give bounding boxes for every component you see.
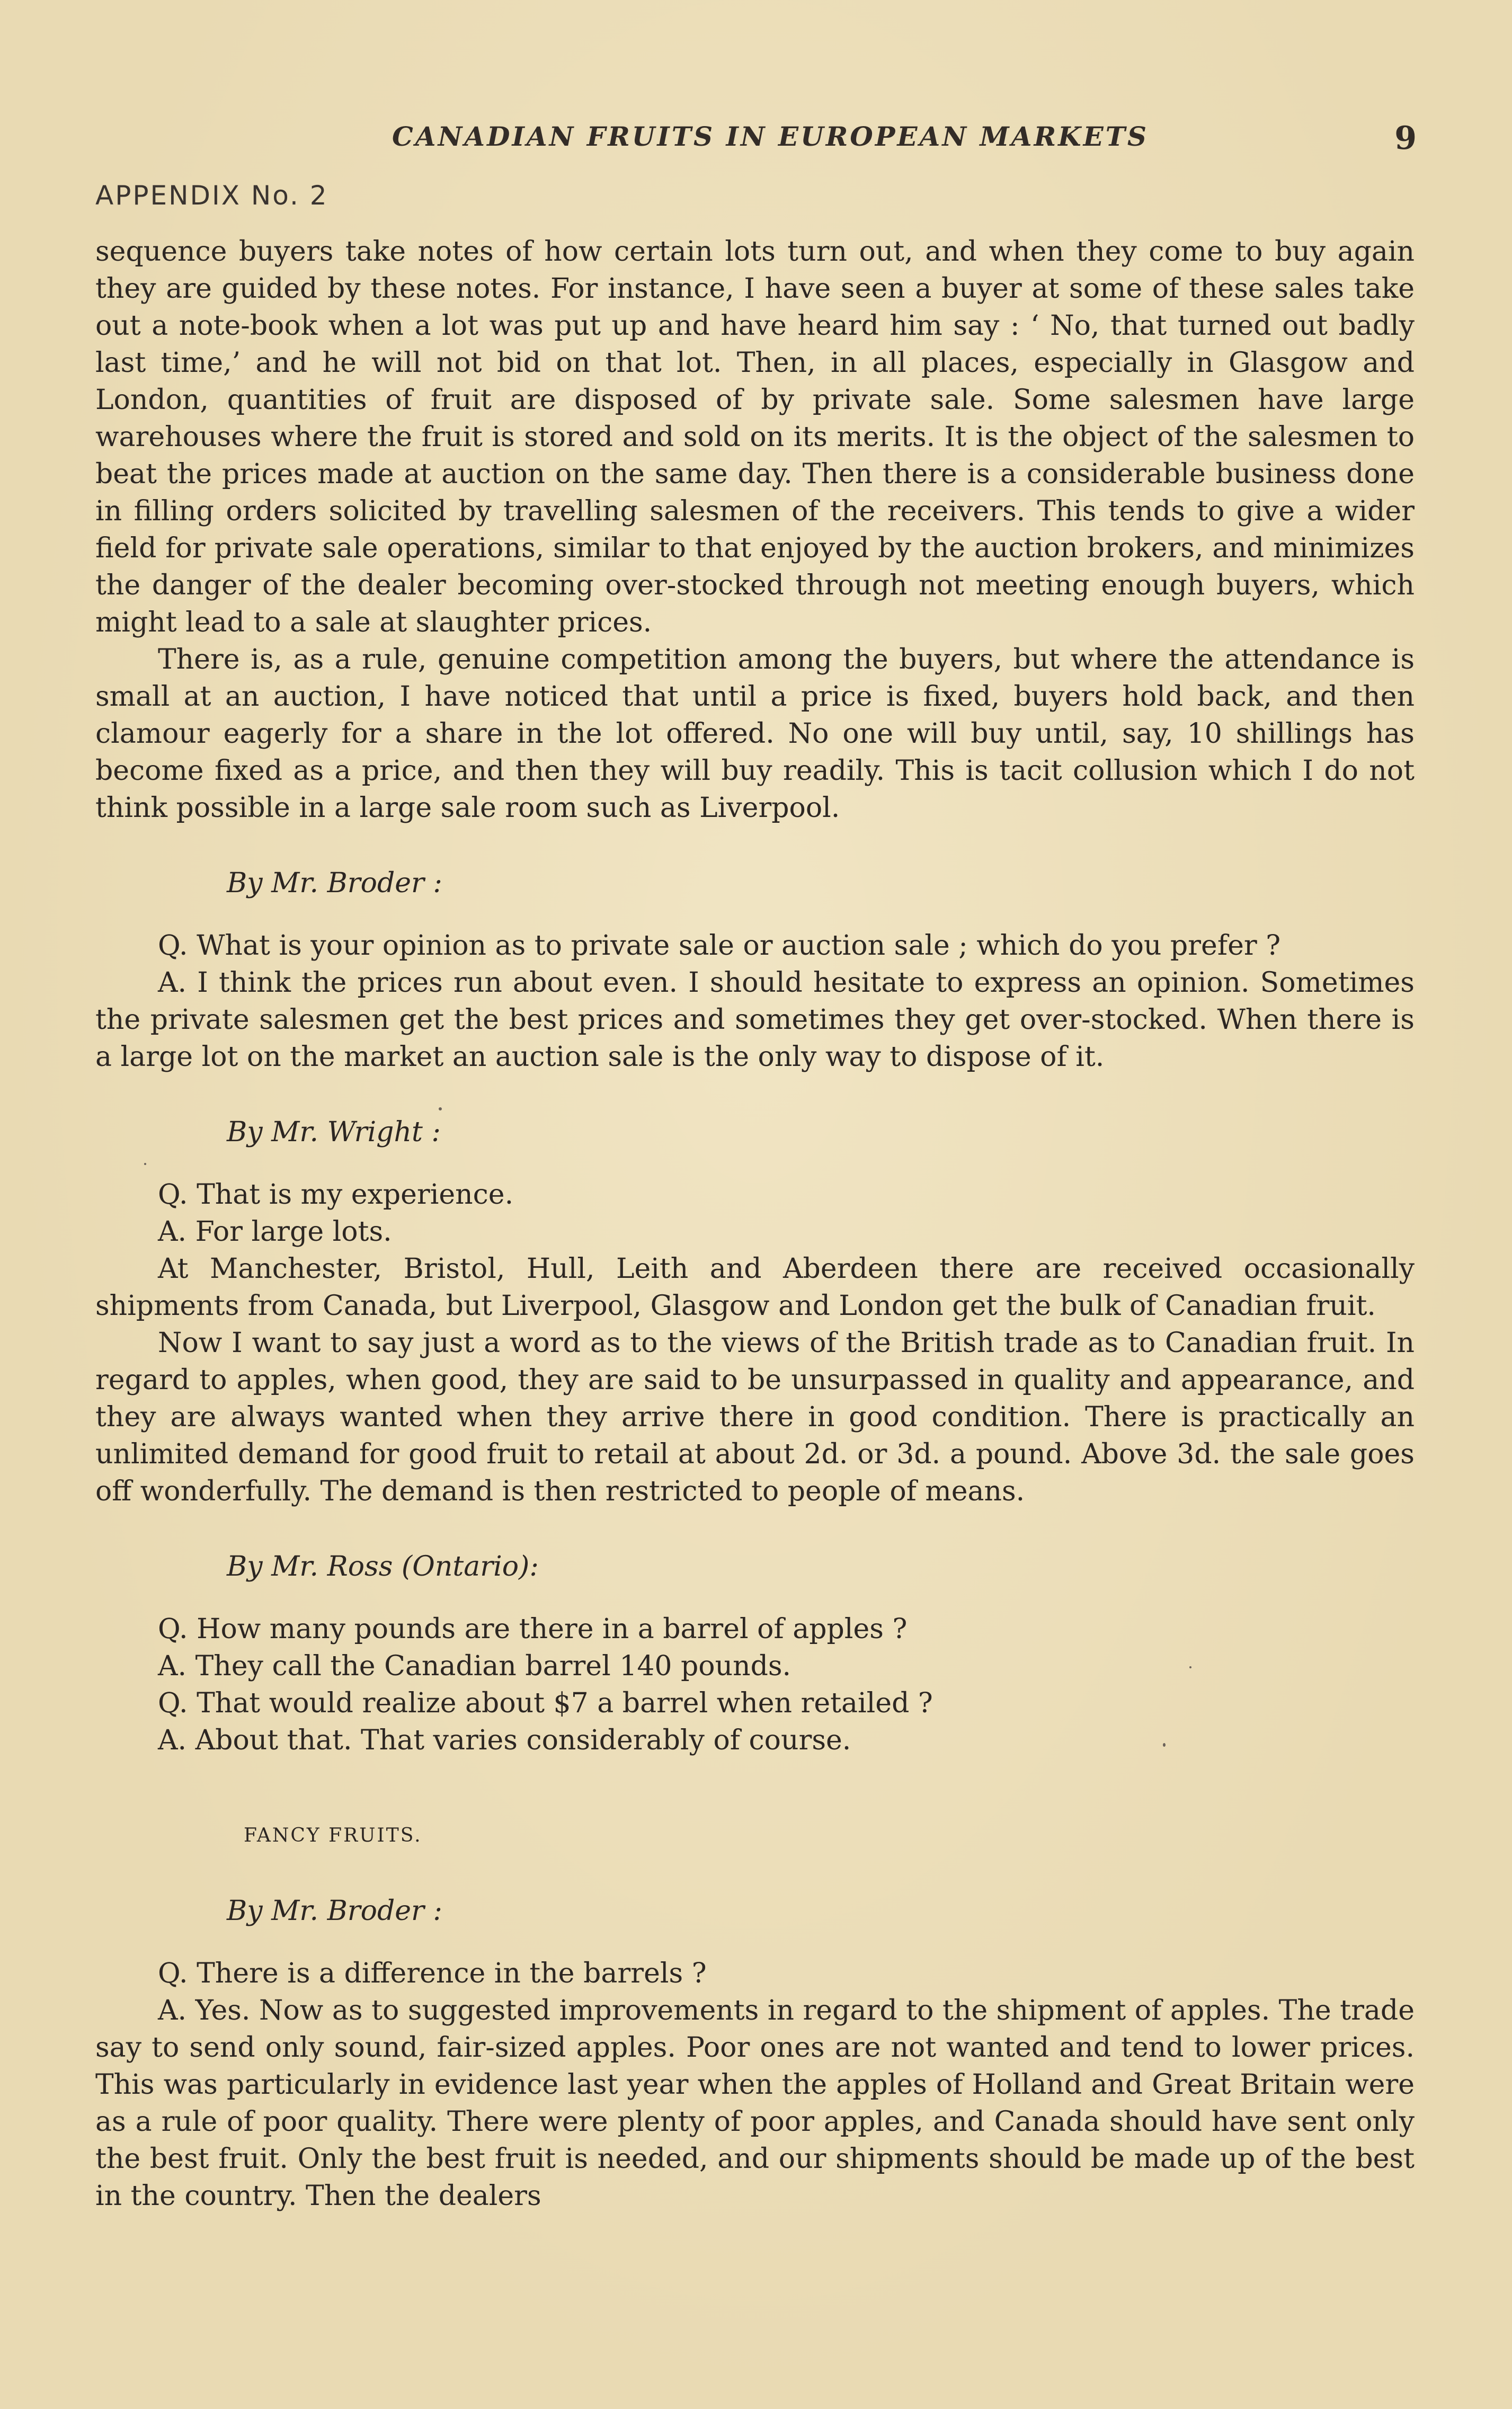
speaker-heading-wright: By Mr. Wright : bbox=[227, 1116, 441, 1148]
speaker-heading-broder: By Mr. Broder : bbox=[227, 867, 442, 899]
question-pounds-barrel: Q. How many pounds are there in a barrel of apples ? bbox=[158, 1613, 908, 1645]
paragraph-continuation: sequence buyers take notes of how certain lots turn out, and when they come to buy again they are guided by these notes. For instance, I have seen a buyer at some of these sales take out a note-book when a lot was put up and have heard him say : ‘ No, that turned out badly last time,’ and he will not bid on that lot. Then, in all places, especially in Glasgow and London, quantities of fruit are disposed of by private sale. Some salesmen have large warehouses where the fruit is stored and sold on its merits. It is the object of the salesmen to beat the prices made at auction on the same day. Then there is a considerable business done in filling orders solicited by travelling salesmen of the receivers. This tends to give a wider field for private sale operations, similar to that enjoyed by the auction brokers, and minimizes the danger of the dealer becoming over-stocked through not meeting enough buyers, which might lead to a sale at slaughter prices. bbox=[95, 236, 1415, 638]
question-private-sale: Q. What is your opinion as to private sale or auction sale ; which do you prefer ? bbox=[158, 930, 1281, 962]
running-title: CANADIAN FRUITS IN EUROPEAN MARKETS bbox=[392, 121, 1149, 152]
scan-speck bbox=[1163, 1743, 1166, 1747]
paragraph-competition: There is, as a rule, genuine competition among the buyers, but where the attendance is small at an auction, I have noticed that until a price is fixed, buyers hold back, and then clamour eagerly for a share in the lot offered. No one will buy until, say, 10 shillings has become fixed as a price, and then they will buy readily. This is tacit collusion which I do not think possible in a large sale room such as Liverpool. bbox=[95, 644, 1415, 824]
section-heading-fancy-fruits: FANCY FRUITS. bbox=[244, 1825, 422, 1846]
scan-speck bbox=[1189, 1666, 1191, 1668]
speaker-heading-ross: By Mr. Ross (Ontario): bbox=[227, 1551, 539, 1583]
body-text bbox=[95, 233, 1415, 2215]
question-retail-price: Q. That would realize about $7 a barrel when retailed ? bbox=[158, 1687, 933, 1719]
appendix-label: APPENDIX No. 2 bbox=[95, 180, 328, 211]
speaker-heading-broder-2: By Mr. Broder : bbox=[227, 1895, 442, 1927]
answer-pounds-barrel: A. They call the Canadian barrel 140 pounds. bbox=[158, 1650, 791, 1682]
question-barrels: Q. There is a difference in the barrels ? bbox=[158, 1958, 707, 1989]
scan-speck bbox=[144, 1163, 146, 1165]
page-number: 9 bbox=[1394, 120, 1417, 157]
question-experience: Q. That is my experience. bbox=[158, 1179, 514, 1211]
answer-private-sale: A. I think the prices run about even. I should hesitate to express an opinion. Sometimes the private salesmen get the best prices and sometimes they get over-stocked. When there is a large lot on the market an auction sale is the only way to dispose of it. bbox=[95, 967, 1415, 1073]
answer-retail-price: A. About that. That varies considerably of course. bbox=[158, 1724, 851, 1756]
paragraph-british-trade: Now I want to say just a word as to the views of the British trade as to Canadian fruit. In regard to apples, when good, they are said to be unsurpassed in quality and appearance, and they are always wanted when they arrive there in good condition. There is practically an unlimited demand for good fruit to retail at about 2d. or 3d. a pound. Above 3d. the sale goes off wonderfully. The demand is then restricted to people of means. bbox=[95, 1327, 1415, 1507]
answer-improvements: A. Yes. Now as to suggested improvements in regard to the shipment of apples. The trade say to send only sound, fair-sized apples. Poor ones are not wanted and tend to lower prices. This was particularly in evidence last year when the apples of Holland and Great Britain were as a rule of poor quality. There were plenty of poor apples, and Canada should have sent only the best fruit. Only the best fruit is needed, and our shipments should be made up of the best in the country. Then the dealers bbox=[95, 1995, 1415, 2212]
scan-speck bbox=[439, 1107, 442, 1110]
paragraph-ports: At Manchester, Bristol, Hull, Leith and Aberdeen there are received occasionally shipments from Canada, but Liverpool, Glasgow and London get the bulk of Canadian fruit. bbox=[95, 1253, 1415, 1322]
answer-large-lots: A. For large lots. bbox=[158, 1216, 392, 1248]
